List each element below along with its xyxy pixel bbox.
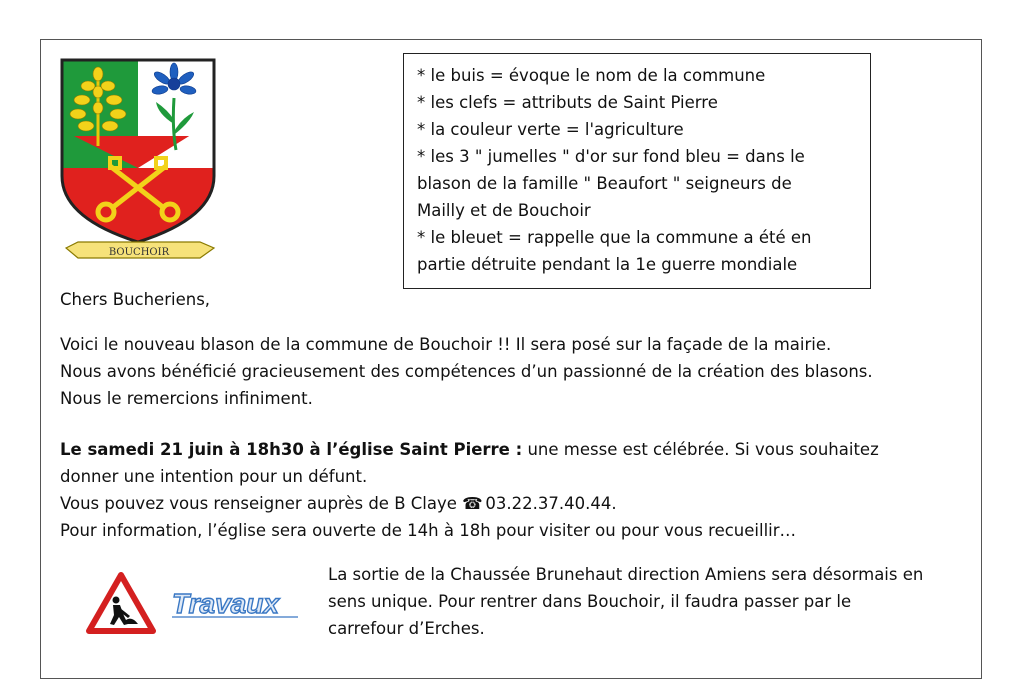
coat-of-arms-image xyxy=(58,58,220,264)
roadworks-warning-icon xyxy=(86,572,156,634)
info-line: blason de la famille " Beaufort " seigneurs de xyxy=(417,174,792,193)
crest-banner xyxy=(66,242,214,258)
text-line: donner une intention pour un défunt. xyxy=(60,467,368,486)
travaux-logo-text: Travaux xyxy=(172,588,279,619)
travaux-logo xyxy=(168,586,308,622)
phone-icon: ☎ xyxy=(462,494,483,513)
info-line: * le bleuet = rappelle que la commune a été en xyxy=(417,228,812,247)
paragraph-new-blazon xyxy=(60,331,960,412)
info-line: partie détruite pendant la 1e guerre mondiale xyxy=(417,255,798,274)
info-line: * la couleur verte = l'agriculture xyxy=(417,120,684,139)
info-line: Mailly et de Bouchoir xyxy=(417,201,591,220)
text-line: Nous avons bénéficié gracieusement des compétences d’un passionné de la création des blasons. xyxy=(60,362,873,381)
contact-text: Vous pouvez vous renseigner auprès de B Claye xyxy=(60,494,463,513)
roadworks-notice xyxy=(328,561,968,642)
phone-number: 03.22.37.40.44. xyxy=(480,494,617,513)
paragraph-mass-announcement xyxy=(60,436,960,544)
text-line: carrefour d’Erches. xyxy=(328,619,485,638)
text-line: Voici le nouveau blason de la commune de Bouchoir !! Il sera posé sur la façade de la mairie. xyxy=(60,335,832,354)
blazon-explanation-box xyxy=(403,53,871,289)
greeting: Chers Bucheriens, xyxy=(60,290,211,309)
mass-date-heading: Le samedi 21 juin à 18h30 à l’église Saint Pierre : xyxy=(60,440,523,459)
info-line: * les clefs = attributs de Saint Pierre xyxy=(417,93,718,112)
text-line: La sortie de la Chaussée Brunehaut direction Amiens sera désormais en xyxy=(328,565,924,584)
info-line: * le buis = évoque le nom de la commune xyxy=(417,66,766,85)
crest-banner-text: BOUCHOIR xyxy=(108,247,170,258)
text-line: sens unique. Pour rentrer dans Bouchoir, il faudra passer par le xyxy=(328,592,852,611)
mass-text: une messe est célébrée. Si vous souhaitez xyxy=(522,440,879,459)
text-line: Nous le remercions infiniment. xyxy=(60,389,313,408)
text-line xyxy=(60,490,960,517)
info-line: * les 3 " jumelles " d'or sur fond bleu = dans le xyxy=(417,147,805,166)
text-line: Pour information, l’église sera ouverte de 14h à 18h pour visiter ou pour vous recueillir… xyxy=(60,521,797,540)
text-line xyxy=(60,436,960,463)
